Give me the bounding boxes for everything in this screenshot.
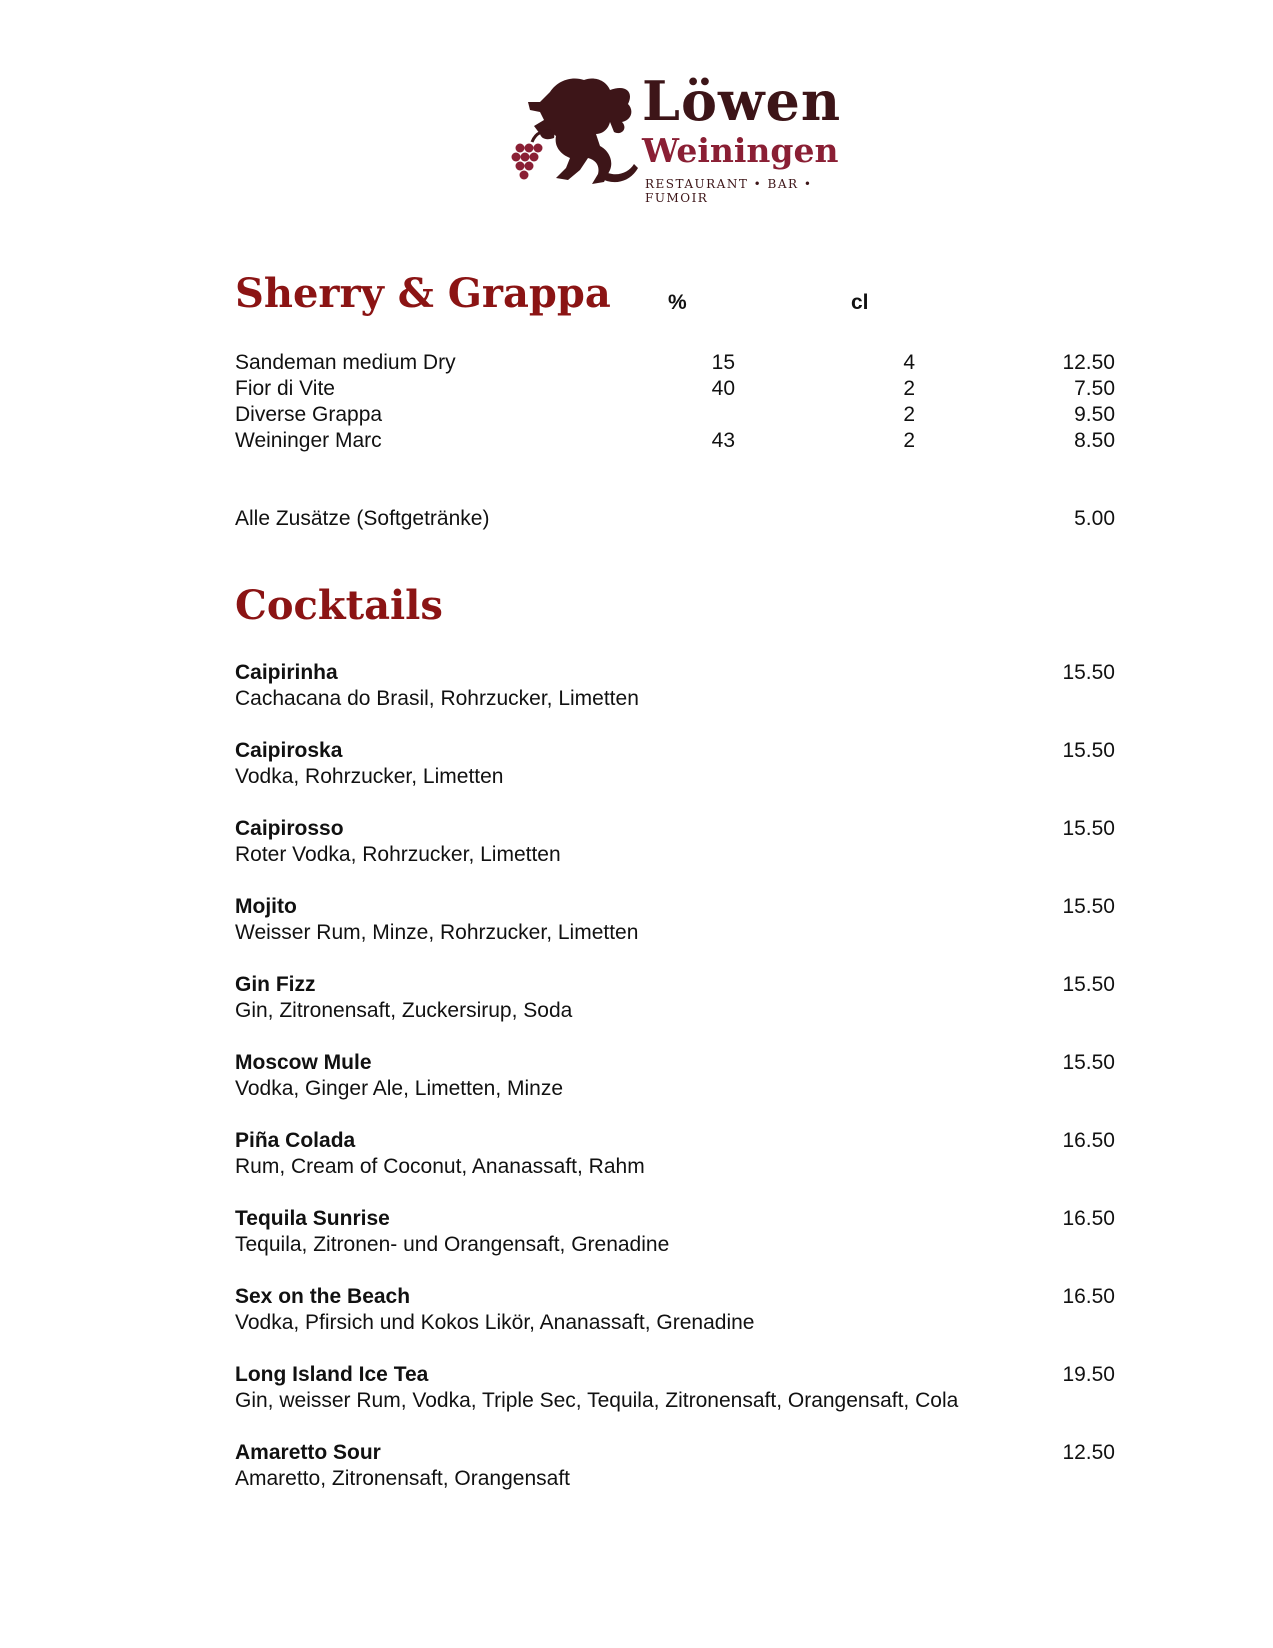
cocktail-price: 15.50 bbox=[1062, 817, 1115, 840]
cocktail-price: 15.50 bbox=[1062, 973, 1115, 996]
extras-name: Alle Zusätze (Softgetränke) bbox=[235, 507, 490, 530]
item-price: 8.50 bbox=[1074, 429, 1115, 452]
cocktail-item bbox=[235, 1128, 1115, 1182]
item-name: Sandeman medium Dry bbox=[235, 351, 456, 374]
cocktail-description: Vodka, Rohrzucker, Limetten bbox=[235, 765, 504, 788]
cocktail-name: Piña Colada bbox=[235, 1129, 356, 1152]
logo-place: Weiningen bbox=[642, 131, 839, 170]
cocktail-name: Tequila Sunrise bbox=[235, 1207, 390, 1230]
extras-row bbox=[235, 506, 1115, 532]
cocktail-price: 12.50 bbox=[1062, 1441, 1115, 1464]
item-price: 7.50 bbox=[1074, 377, 1115, 400]
cocktail-description: Amaretto, Zitronensaft, Orangensaft bbox=[235, 1467, 570, 1490]
restaurant-logo bbox=[510, 69, 850, 205]
item-cl: 4 bbox=[903, 351, 915, 374]
item-cl: 2 bbox=[903, 429, 915, 452]
cocktail-price: 15.50 bbox=[1062, 739, 1115, 762]
cocktail-item bbox=[235, 894, 1115, 948]
item-cl: 2 bbox=[903, 377, 915, 400]
cocktail-name: Moscow Mule bbox=[235, 1051, 372, 1074]
cocktail-item bbox=[235, 1362, 1115, 1416]
sherry-grappa-heading: Sherry & Grappa bbox=[235, 270, 611, 317]
cocktail-item bbox=[235, 1440, 1115, 1494]
cl-column-header: cl bbox=[851, 291, 869, 314]
cocktail-name: Amaretto Sour bbox=[235, 1441, 381, 1464]
item-name: Weininger Marc bbox=[235, 429, 382, 452]
cocktail-price: 16.50 bbox=[1062, 1207, 1115, 1230]
logo-name: Löwen bbox=[642, 69, 842, 133]
cocktail-item bbox=[235, 660, 1115, 714]
menu-row bbox=[235, 402, 1115, 428]
lion-grapes-emblem-icon bbox=[510, 70, 640, 195]
cocktail-item bbox=[235, 1284, 1115, 1338]
cocktail-price: 19.50 bbox=[1062, 1363, 1115, 1386]
cocktail-price: 15.50 bbox=[1062, 1051, 1115, 1074]
cocktail-description: Roter Vodka, Rohrzucker, Limetten bbox=[235, 843, 561, 866]
cocktail-name: Mojito bbox=[235, 895, 297, 918]
cocktail-name: Sex on the Beach bbox=[235, 1285, 411, 1308]
cocktail-price: 16.50 bbox=[1062, 1129, 1115, 1152]
item-name: Diverse Grappa bbox=[235, 403, 383, 426]
cocktail-price: 16.50 bbox=[1062, 1285, 1115, 1308]
cocktail-item bbox=[235, 738, 1115, 792]
cocktail-description: Gin, Zitronensaft, Zuckersirup, Soda bbox=[235, 999, 573, 1022]
menu-row bbox=[235, 350, 1115, 376]
cocktail-name: Long Island Ice Tea bbox=[235, 1363, 429, 1386]
menu-row bbox=[235, 428, 1115, 454]
cocktail-name: Caipirinha bbox=[235, 661, 338, 684]
item-name: Fior di Vite bbox=[235, 377, 335, 400]
cocktails-heading: Cocktails bbox=[235, 582, 443, 629]
item-price: 12.50 bbox=[1062, 351, 1115, 374]
cocktail-item bbox=[235, 972, 1115, 1026]
logo-tagline: RESTAURANT • BAR • FUMOIR bbox=[645, 177, 813, 205]
cocktail-item bbox=[235, 1206, 1115, 1260]
cocktail-description: Gin, weisser Rum, Vodka, Triple Sec, Tequila, Zitronensaft, Orangensaft, Cola bbox=[235, 1389, 959, 1412]
cocktail-description: Tequila, Zitronen- und Orangensaft, Grenadine bbox=[235, 1233, 670, 1256]
item-cl: 2 bbox=[903, 403, 915, 426]
item-abv: 40 bbox=[711, 377, 735, 400]
cocktail-description: Vodka, Pfirsich und Kokos Likör, Ananassaft, Grenadine bbox=[235, 1311, 755, 1334]
cocktail-description: Weisser Rum, Minze, Rohrzucker, Limetten bbox=[235, 921, 639, 944]
cocktail-price: 15.50 bbox=[1062, 895, 1115, 918]
cocktail-name: Gin Fizz bbox=[235, 973, 316, 996]
cocktail-price: 15.50 bbox=[1062, 661, 1115, 684]
cocktail-description: Rum, Cream of Coconut, Ananassaft, Rahm bbox=[235, 1155, 645, 1178]
cocktail-item bbox=[235, 816, 1115, 870]
cocktail-description: Cachacana do Brasil, Rohrzucker, Limetten bbox=[235, 687, 639, 710]
item-price: 9.50 bbox=[1074, 403, 1115, 426]
item-abv: 15 bbox=[711, 351, 735, 374]
menu-row bbox=[235, 376, 1115, 402]
abv-column-header: % bbox=[668, 291, 687, 314]
cocktail-name: Caipirosso bbox=[235, 817, 344, 840]
item-abv: 43 bbox=[711, 429, 735, 452]
extras-price: 5.00 bbox=[1074, 507, 1115, 530]
cocktail-item bbox=[235, 1050, 1115, 1104]
cocktail-name: Caipiroska bbox=[235, 739, 343, 762]
cocktail-description: Vodka, Ginger Ale, Limetten, Minze bbox=[235, 1077, 564, 1100]
